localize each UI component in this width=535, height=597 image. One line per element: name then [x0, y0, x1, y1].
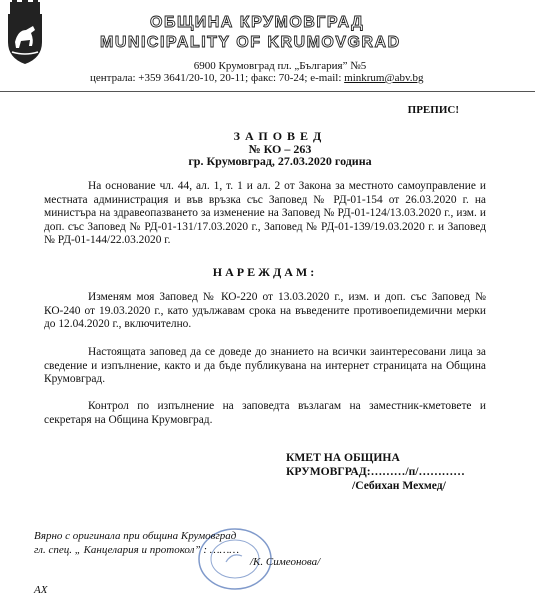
certifier-position: гл. спец. „ Канцелария и протокол” : ………: [34, 544, 240, 556]
order-paragraph-1: Изменям моя Заповед № КО-220 от 13.03.2020 г., изм. и доп. със Заповед № КО-240 от 19.03.2020 г., като удължавам срока на въведените противоепидемични мерки до 12.04.2020 г., включително.: [44, 291, 486, 330]
email-link[interactable]: minkrum@abv.bg: [344, 72, 424, 84]
header-divider: [0, 91, 535, 92]
org-name-en: MUNICIPALITY OF KRUMOVGRAD: [100, 34, 401, 51]
order-paragraph-2: Настоящата заповед да се доведе до знанието на всички заинтересовани лица за сведение и изпълнение, както и да бъде публикувана на интернет страницата на Община Крумовград.: [44, 346, 486, 385]
address-line: 6900 Крумовград пл. „България” №5: [193, 60, 367, 72]
order-number: № КО – 263: [248, 142, 312, 156]
mayor-municipality-line: КРУМОВГРАД:………/п/…………: [286, 465, 465, 478]
certification-line: Вярно с оригинала при община Крумовград: [34, 530, 237, 542]
certifier-name: /К. Симеонова/: [250, 556, 321, 568]
order-place-date: гр. Крумовград, 27.03.2020 година: [188, 154, 372, 168]
author-initials: АХ: [34, 584, 48, 596]
mayor-title: КМЕТ НА ОБЩИНА: [286, 451, 400, 464]
org-name-bg: ОБЩИНА КРУМОВГРАД: [150, 14, 365, 31]
contact-line: [90, 72, 510, 84]
mayor-name: /Себихан Мехмед/: [352, 479, 446, 492]
municipality-coat-of-arms: [0, 0, 50, 66]
order-title: ЗАПОВЕД: [233, 129, 327, 143]
legal-basis-paragraph: На основание чл. 44, ал. 1, т. 1 и ал. 2 от Закона за местното самоуправление и местната администрация и във връзка със Заповед № РД-01-154 от 26.03.2020 г. на министъра на здравеопазването за изменение на Заповед № РД-01-124/13.03.2020 г., изм. и доп. със Заповед № РД-01-131/17.03.2020 г., Заповед № РД-01-139/19.03.2020 г. и Заповед № РД-01-144/22.03.2020 г.: [44, 180, 486, 246]
contact-phones: централа: +359 3641/20-10, 20-11; факс: 70-24; e-mail:: [90, 72, 345, 84]
decree-heading: НАРЕЖДАМ:: [212, 265, 318, 279]
copy-mark: ПРЕПИС!: [407, 104, 459, 116]
order-paragraph-3: Контрол по изпълнение на заповедта възлагам на заместник-кметовете и секретаря на Община Крумовград.: [44, 400, 486, 426]
